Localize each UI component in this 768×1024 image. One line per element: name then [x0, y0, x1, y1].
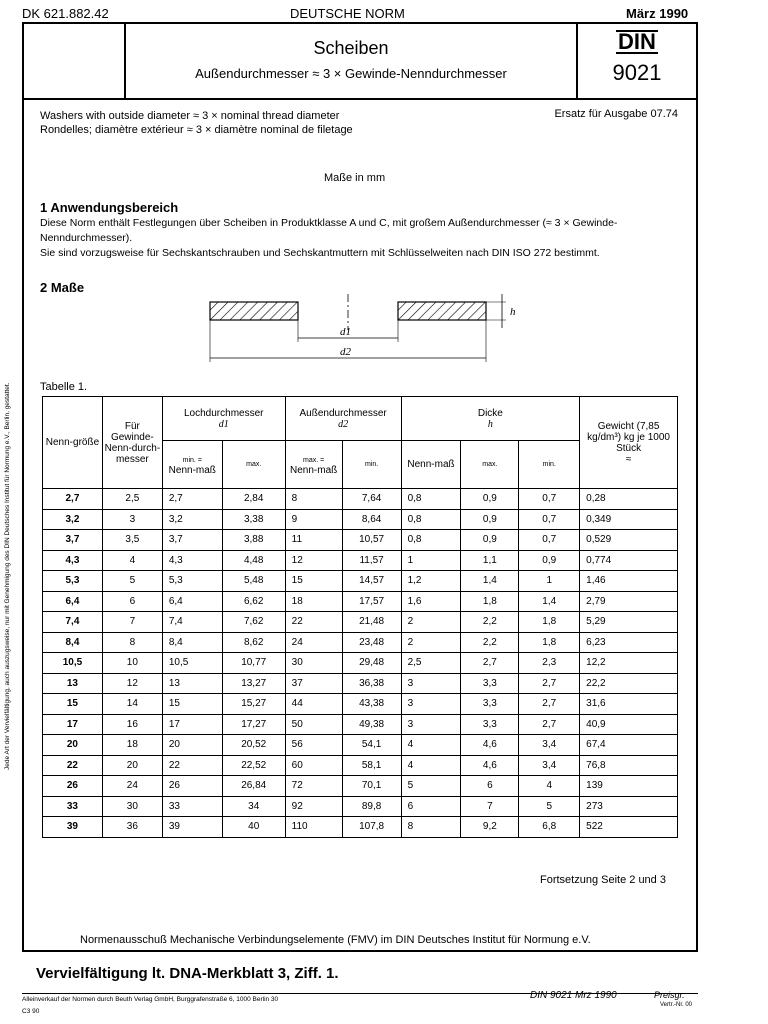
table-cell: 0,774: [580, 550, 678, 571]
header-row: [24, 24, 696, 100]
table-cell: 36,38: [342, 673, 401, 694]
table-cell: 8,4: [43, 632, 103, 653]
table-cell: 8,62: [222, 632, 285, 653]
table-cell: 56: [285, 735, 342, 756]
table-cell: 273: [580, 796, 678, 817]
table-cell: 39: [43, 817, 103, 838]
replacement-note: Ersatz für Ausgabe 07.74: [554, 108, 678, 120]
table-cell: 8,4: [162, 632, 222, 653]
table-cell: 15: [162, 694, 222, 715]
document-title: Scheiben: [313, 38, 389, 58]
table-cell: 6,62: [222, 591, 285, 612]
table-cell: 0,9: [519, 550, 580, 571]
table-cell: 0,7: [519, 530, 580, 551]
table-cell: 14,57: [342, 571, 401, 592]
table-cell: 20: [102, 755, 162, 776]
table-cell: 30: [285, 653, 342, 674]
header-aussendurchmesser: Außendurchmesser d2: [285, 397, 401, 441]
label-h: h: [510, 306, 516, 318]
table-cell: 0,9: [461, 509, 519, 530]
table-cell: 37: [285, 673, 342, 694]
footer-publisher: Alleinverkauf der Normen durch Beuth Verlag GmbH, Burggrafenstraße 6, 1000 Berlin 30: [22, 996, 279, 1003]
table-cell: 40,9: [580, 714, 678, 735]
table-cell: 0,7: [519, 509, 580, 530]
table-row: [43, 735, 678, 756]
header-loch-min: min. = Nenn-maß: [162, 441, 222, 489]
header-nenngroesse: Nenn-größe: [43, 397, 103, 489]
table-cell: 33: [43, 796, 103, 817]
table-cell: 29,48: [342, 653, 401, 674]
label-d1: d1: [340, 326, 351, 338]
table-cell: 5: [519, 796, 580, 817]
header-loch-max: max.: [222, 441, 285, 489]
table-cell: 17,27: [222, 714, 285, 735]
table-cell: 13,27: [222, 673, 285, 694]
table-row: [43, 489, 678, 510]
english-title: Washers with outside diameter ≈ 3 × nominal thread diameter: [40, 110, 340, 122]
table-cell: 17,57: [342, 591, 401, 612]
table-cell: 58,1: [342, 755, 401, 776]
table-cell: 14: [102, 694, 162, 715]
document-subtitle: Außendurchmesser ≈ 3 × Gewinde-Nenndurchmesser: [195, 66, 507, 81]
table-cell: 13: [162, 673, 222, 694]
table-cell: 2,7: [519, 714, 580, 735]
table-row: [43, 817, 678, 838]
header-left-box: [24, 24, 126, 98]
table-row: [43, 509, 678, 530]
table-cell: 7: [102, 612, 162, 633]
table-cell: 1: [401, 550, 461, 571]
table-cell: 15,27: [222, 694, 285, 715]
table-cell: 30: [102, 796, 162, 817]
header-dicke-max: max.: [461, 441, 519, 489]
table-cell: 5,3: [43, 571, 103, 592]
table-cell: 26: [162, 776, 222, 797]
table-cell: 2,2: [461, 612, 519, 633]
table-cell: 5,29: [580, 612, 678, 633]
table-cell: 2,84: [222, 489, 285, 510]
table-cell: 1,4: [461, 571, 519, 592]
table-cell: 21,48: [342, 612, 401, 633]
table-cell: 70,1: [342, 776, 401, 797]
table-cell: 1: [519, 571, 580, 592]
header-dicke: Dicke h: [401, 397, 580, 441]
table-cell: 4: [519, 776, 580, 797]
table-row: [43, 673, 678, 694]
table-cell: 10: [102, 653, 162, 674]
table-cell: 1,46: [580, 571, 678, 592]
table-cell: 2,2: [461, 632, 519, 653]
units-note: Maße in mm: [324, 172, 386, 184]
table-cell: 0,7: [519, 489, 580, 510]
table-cell: 8: [401, 817, 461, 838]
dimensions-table: [42, 396, 678, 838]
table-cell: 72: [285, 776, 342, 797]
table-cell: 16: [102, 714, 162, 735]
table-cell: 22,2: [580, 673, 678, 694]
table-cell: 2: [401, 612, 461, 633]
table-cell: 4,6: [461, 735, 519, 756]
header-dicke-nenn: Nenn-maß: [401, 441, 461, 489]
table-cell: 20: [43, 735, 103, 756]
table-cell: 92: [285, 796, 342, 817]
table-cell: 60: [285, 755, 342, 776]
table-cell: 6: [102, 591, 162, 612]
table-row: [43, 530, 678, 551]
table-cell: 8: [285, 489, 342, 510]
table-cell: 3,7: [43, 530, 103, 551]
side-copyright-note: Jede Art der Vervielfältigung, auch auszugsweise, nur mit Genehmigung des DIN Deutsches Institut für Normung e.V., Berlin, gestattet.: [4, 382, 11, 770]
section-1-text-1: Diese Norm enthält Festlegungen über Scheiben in Produktklasse A und C, mit großem Außendurchmesser (≈ 3 × Gewinde-Nenndurchmesser).: [40, 217, 618, 244]
section-2-heading: 2 Maße: [40, 280, 85, 295]
footer-code: C3 90: [22, 1008, 40, 1015]
table-cell: 24: [285, 632, 342, 653]
table-cell: 110: [285, 817, 342, 838]
table-cell: 20,52: [222, 735, 285, 756]
table-cell: 12: [285, 550, 342, 571]
table-cell: 0,28: [580, 489, 678, 510]
table-cell: 7,4: [162, 612, 222, 633]
table-cell: 4,3: [162, 550, 222, 571]
table-cell: 22: [43, 755, 103, 776]
din-number: 9021: [612, 60, 662, 85]
table-cell: 2,7: [461, 653, 519, 674]
table-cell: 2,7: [162, 489, 222, 510]
table-cell: 0,9: [461, 489, 519, 510]
norm-label: DEUTSCHE NORM: [290, 6, 405, 21]
table-cell: 3,3: [461, 673, 519, 694]
table-cell: 0,529: [580, 530, 678, 551]
table-cell: 18: [102, 735, 162, 756]
din-box: [576, 24, 696, 98]
table-cell: 3,2: [43, 509, 103, 530]
table-row: [43, 612, 678, 633]
table-cell: 33: [162, 796, 222, 817]
table-cell: 3: [401, 714, 461, 735]
table-cell: 9: [285, 509, 342, 530]
table-cell: 0,8: [401, 489, 461, 510]
table-cell: 22,52: [222, 755, 285, 776]
table-row: [43, 653, 678, 674]
table-cell: 24: [102, 776, 162, 797]
table-cell: 7,62: [222, 612, 285, 633]
table-cell: 3: [102, 509, 162, 530]
table-cell: 39: [162, 817, 222, 838]
table-cell: 522: [580, 817, 678, 838]
table-row: [43, 694, 678, 715]
table-cell: 2,7: [43, 489, 103, 510]
table-cell: 3,7: [162, 530, 222, 551]
table-cell: 4,3: [43, 550, 103, 571]
table-row: [43, 550, 678, 571]
table-cell: 8,64: [342, 509, 401, 530]
table-cell: 76,8: [580, 755, 678, 776]
table-body: [43, 489, 678, 838]
table-row: [43, 776, 678, 797]
table-cell: 6,8: [519, 817, 580, 838]
table-cell: 11: [285, 530, 342, 551]
header-aussen-max: max. = Nenn-maß: [285, 441, 342, 489]
table-cell: 2,7: [519, 694, 580, 715]
header-lochdurchmesser: Lochdurchmesser d1: [162, 397, 285, 441]
table-cell: 1,4: [519, 591, 580, 612]
table-cell: 40: [222, 817, 285, 838]
header-aussen-min: min.: [342, 441, 401, 489]
table-cell: 3,88: [222, 530, 285, 551]
table-cell: 7,4: [43, 612, 103, 633]
dk-number: DK 621.882.42: [22, 6, 109, 21]
table-row: [43, 796, 678, 817]
table-cell: 26: [43, 776, 103, 797]
table-row: [43, 714, 678, 735]
table-cell: 7,64: [342, 489, 401, 510]
table-cell: 10,5: [43, 653, 103, 674]
table-cell: 7: [461, 796, 519, 817]
table-cell: 17: [162, 714, 222, 735]
table-cell: 22: [285, 612, 342, 633]
table-cell: 1,8: [519, 612, 580, 633]
reproduction-stamp: Vervielfältigung lt. DNA-Merkblatt 3, Ziff. 1.: [36, 965, 339, 982]
table-cell: 13: [43, 673, 103, 694]
table-cell: 22: [162, 755, 222, 776]
table-cell: 0,8: [401, 509, 461, 530]
table-caption: Tabelle 1.: [40, 381, 88, 393]
table-cell: 3,3: [461, 694, 519, 715]
table-cell: 6: [461, 776, 519, 797]
table-cell: 26,84: [222, 776, 285, 797]
table-cell: 2,3: [519, 653, 580, 674]
table-cell: 0,9: [461, 530, 519, 551]
table-cell: 1,8: [519, 632, 580, 653]
footer-price-group: Preisgr.: [654, 990, 685, 1000]
table-cell: 43,38: [342, 694, 401, 715]
table-cell: 139: [580, 776, 678, 797]
table-cell: 15: [43, 694, 103, 715]
table-cell: 3,4: [519, 735, 580, 756]
table-row: [43, 755, 678, 776]
table-cell: 36: [102, 817, 162, 838]
table-cell: 10,57: [342, 530, 401, 551]
table-cell: 17: [43, 714, 103, 735]
table-cell: 5: [401, 776, 461, 797]
section-1-text-2: Sie sind vorzugsweise für Sechskantschrauben und Sechskantmuttern mit Schlüsselweiten nach DIN ISO 272 bestimmt.: [40, 247, 600, 259]
table-cell: 2,5: [401, 653, 461, 674]
section-1-heading: 1 Anwendungsbereich: [40, 200, 179, 215]
table-cell: 107,8: [342, 817, 401, 838]
table-cell: 12,2: [580, 653, 678, 674]
table-cell: 2,5: [102, 489, 162, 510]
table-cell: 18: [285, 591, 342, 612]
label-d2: d2: [340, 346, 351, 358]
table-cell: 5: [102, 571, 162, 592]
table-cell: 15: [285, 571, 342, 592]
table-row: [43, 632, 678, 653]
table-cell: 2,79: [580, 591, 678, 612]
footer-din-ref: DIN 9021 Mrz 1990: [530, 990, 617, 1001]
table-cell: 31,6: [580, 694, 678, 715]
table-cell: 50: [285, 714, 342, 735]
table-cell: 3,3: [461, 714, 519, 735]
table-cell: 5,48: [222, 571, 285, 592]
washer-section-right: [398, 302, 486, 320]
issue-date: März 1990: [626, 6, 689, 21]
table-cell: 6,23: [580, 632, 678, 653]
table-cell: 1,2: [401, 571, 461, 592]
table-cell: 34: [222, 796, 285, 817]
table-cell: 6,4: [43, 591, 103, 612]
header-gewinde: Für Gewinde-Nenn-durch-messer: [102, 397, 162, 489]
committee-note: Normenausschuß Mechanische Verbindungselemente (FMV) im DIN Deutsches Institut für Normung e.V.: [80, 934, 591, 946]
table-cell: 11,57: [342, 550, 401, 571]
table-cell: 2,7: [519, 673, 580, 694]
table-cell: 5,3: [162, 571, 222, 592]
table-cell: 2: [401, 632, 461, 653]
table-cell: 23,48: [342, 632, 401, 653]
table-cell: 3,2: [162, 509, 222, 530]
table-cell: 4,6: [461, 755, 519, 776]
table-cell: 4: [401, 755, 461, 776]
table-cell: 3,38: [222, 509, 285, 530]
table-cell: 44: [285, 694, 342, 715]
din-logo: DIN: [618, 29, 656, 54]
table-cell: 1,1: [461, 550, 519, 571]
table-cell: 9,2: [461, 817, 519, 838]
table-cell: 0,349: [580, 509, 678, 530]
table-cell: 4: [401, 735, 461, 756]
table-cell: 67,4: [580, 735, 678, 756]
table-cell: 54,1: [342, 735, 401, 756]
washer-section-left: [210, 302, 298, 320]
table-cell: 3: [401, 694, 461, 715]
table-row: [43, 591, 678, 612]
table-cell: 10,77: [222, 653, 285, 674]
table-cell: 0,8: [401, 530, 461, 551]
table-cell: 4: [102, 550, 162, 571]
table-cell: 1,6: [401, 591, 461, 612]
table-cell: 8: [102, 632, 162, 653]
table-cell: 4,48: [222, 550, 285, 571]
header-dicke-min: min.: [519, 441, 580, 489]
table-cell: 1,8: [461, 591, 519, 612]
table-cell: 3,4: [519, 755, 580, 776]
table-cell: 20: [162, 735, 222, 756]
table-cell: 6,4: [162, 591, 222, 612]
footer-vertr: Vertr.-Nr. 00: [660, 1002, 693, 1008]
table-row: [43, 571, 678, 592]
washer-drawing: [200, 290, 520, 370]
table-cell: 3,5: [102, 530, 162, 551]
table-cell: 10,5: [162, 653, 222, 674]
table-cell: 89,8: [342, 796, 401, 817]
table-cell: 12: [102, 673, 162, 694]
continuation-note: Fortsetzung Seite 2 und 3: [540, 874, 666, 886]
table-cell: 49,38: [342, 714, 401, 735]
table-cell: 3: [401, 673, 461, 694]
table-cell: 6: [401, 796, 461, 817]
header-gewicht: Gewicht (7,85 kg/dm³) kg je 1000 Stück ≈: [580, 397, 678, 489]
french-title: Rondelles; diamètre extérieur ≈ 3 × diamètre nominal de filetage: [40, 124, 353, 136]
